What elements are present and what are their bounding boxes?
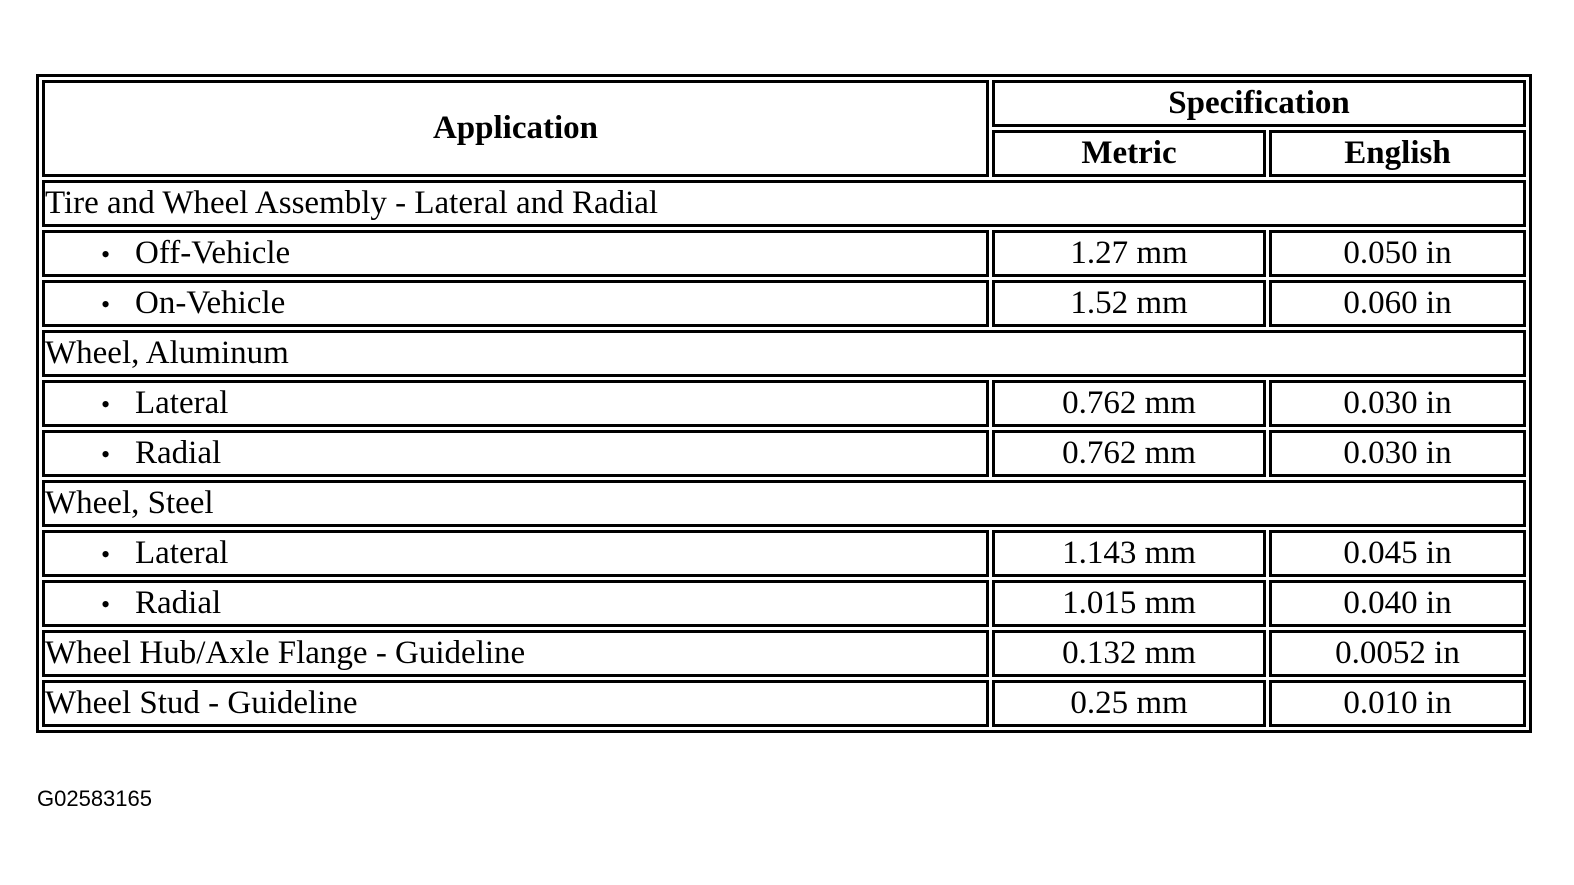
section-title: Wheel, Steel bbox=[42, 480, 1526, 527]
table-row bbox=[42, 530, 1526, 577]
figure-id: G02583165 bbox=[37, 786, 152, 811]
metric-value: 1.143 mm bbox=[992, 530, 1266, 577]
english-value: 0.030 in bbox=[1269, 380, 1526, 427]
specification-table bbox=[36, 74, 1532, 733]
english-header: English bbox=[1269, 130, 1526, 177]
english-value: 0.010 in bbox=[1269, 680, 1526, 727]
english-value: 0.030 in bbox=[1269, 430, 1526, 477]
bullet-icon: • bbox=[101, 290, 111, 320]
row-label-cell bbox=[42, 530, 989, 577]
row-label: Lateral bbox=[135, 535, 229, 571]
table-row bbox=[42, 630, 1526, 677]
row-label: Lateral bbox=[135, 385, 229, 421]
bullet-icon: • bbox=[101, 240, 111, 270]
row-label: Wheel Hub/Axle Flange - Guideline bbox=[42, 630, 989, 677]
specification-header: Specification bbox=[992, 80, 1526, 127]
row-label-cell bbox=[42, 230, 989, 277]
section-title: Wheel, Aluminum bbox=[42, 330, 1526, 377]
section-row bbox=[42, 480, 1526, 527]
header-row-top bbox=[42, 80, 1526, 127]
section-row bbox=[42, 180, 1526, 227]
table-row bbox=[42, 280, 1526, 327]
row-label-cell bbox=[42, 430, 989, 477]
row-label-cell bbox=[42, 380, 989, 427]
row-label: On-Vehicle bbox=[135, 285, 286, 321]
section-row bbox=[42, 330, 1526, 377]
section-title: Tire and Wheel Assembly - Lateral and Radial bbox=[42, 180, 1526, 227]
row-label: Off-Vehicle bbox=[135, 235, 291, 271]
table-row bbox=[42, 680, 1526, 727]
metric-value: 0.762 mm bbox=[992, 430, 1266, 477]
metric-value: 0.762 mm bbox=[992, 380, 1266, 427]
table-row bbox=[42, 380, 1526, 427]
row-label-cell bbox=[42, 280, 989, 327]
bullet-icon: • bbox=[101, 390, 111, 420]
metric-value: 1.52 mm bbox=[992, 280, 1266, 327]
english-value: 0.050 in bbox=[1269, 230, 1526, 277]
metric-value: 1.015 mm bbox=[992, 580, 1266, 627]
table-row bbox=[42, 430, 1526, 477]
english-value: 0.045 in bbox=[1269, 530, 1526, 577]
row-label: Radial bbox=[135, 435, 222, 471]
bullet-icon: • bbox=[101, 540, 111, 570]
metric-value: 0.25 mm bbox=[992, 680, 1266, 727]
bullet-icon: • bbox=[101, 590, 111, 620]
row-label-cell bbox=[42, 580, 989, 627]
application-header: Application bbox=[42, 80, 989, 177]
english-value: 0.040 in bbox=[1269, 580, 1526, 627]
table-row bbox=[42, 230, 1526, 277]
bullet-icon: • bbox=[101, 440, 111, 470]
metric-value: 1.27 mm bbox=[992, 230, 1266, 277]
metric-value: 0.132 mm bbox=[992, 630, 1266, 677]
metric-header: Metric bbox=[992, 130, 1266, 177]
row-label: Wheel Stud - Guideline bbox=[42, 680, 989, 727]
row-label: Radial bbox=[135, 585, 222, 621]
english-value: 0.060 in bbox=[1269, 280, 1526, 327]
table-row bbox=[42, 580, 1526, 627]
english-value: 0.0052 in bbox=[1269, 630, 1526, 677]
